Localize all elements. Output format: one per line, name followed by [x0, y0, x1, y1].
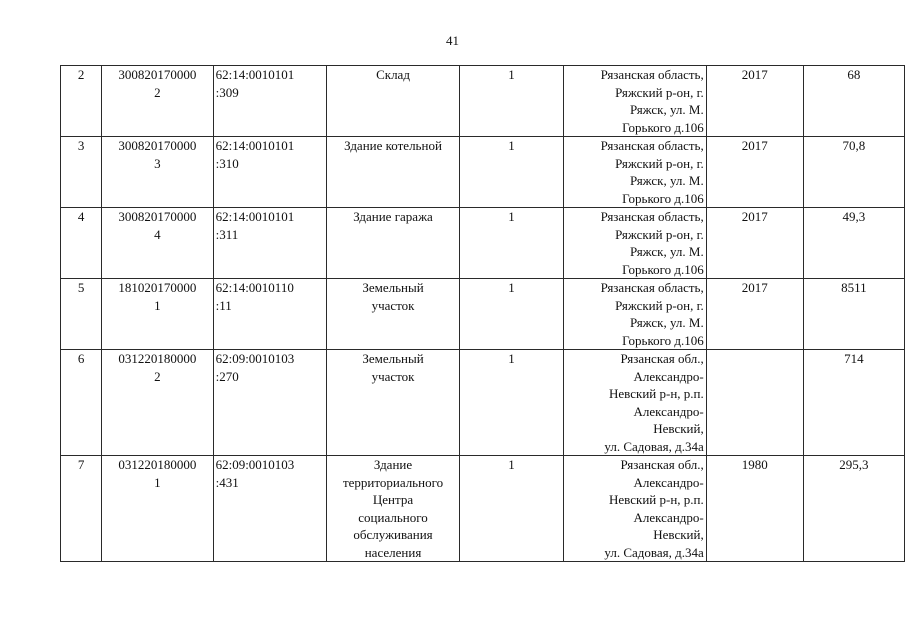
cadastral-number-cell: [213, 66, 326, 137]
table-row: [61, 208, 905, 279]
cell-text-line: ул. Садовая, д.34а: [604, 438, 704, 454]
cell-text-line: 1: [154, 474, 161, 490]
quantity-cell: 1: [460, 66, 564, 137]
cell-text-line: 62:09:0010103: [215, 351, 295, 366]
cell-text-line: 2: [154, 84, 161, 100]
cell-text-line: Рязанская область,: [600, 209, 704, 224]
registration-number-cell: [102, 279, 213, 350]
cell-text-line: участок: [371, 297, 415, 313]
cell-text-line: Горького д.106: [622, 190, 704, 206]
quantity-cell: 1: [460, 350, 564, 456]
cell-text-line: Горького д.106: [622, 332, 704, 348]
cell-text-line: участок: [371, 368, 415, 384]
cadastral-number-cell: [213, 208, 326, 279]
quantity-cell: 1: [460, 208, 564, 279]
property-registry-table: [60, 65, 905, 562]
address-cell: [563, 208, 706, 279]
cell-text-line: Рязанская область,: [600, 138, 704, 153]
object-name-cell: [326, 350, 459, 456]
cell-text-line: 1: [154, 297, 161, 313]
year-cell: 2017: [706, 137, 803, 208]
registration-number-cell: [102, 66, 213, 137]
cell-text-line: Александро-: [633, 509, 704, 525]
cell-text-line: Здание: [373, 457, 413, 472]
row-number-cell: 4: [61, 208, 102, 279]
row-number-cell: 7: [61, 456, 102, 562]
object-name-cell: [326, 208, 459, 279]
address-cell: [563, 137, 706, 208]
cell-text-line: :309: [215, 84, 239, 100]
cell-text-line: 181020170000: [118, 280, 197, 295]
year-cell: [706, 350, 803, 456]
address-cell: [563, 350, 706, 456]
table-row: [61, 279, 905, 350]
cell-text-line: 4: [154, 226, 161, 242]
cell-text-line: :310: [215, 155, 239, 171]
cell-text-line: Горького д.106: [622, 261, 704, 277]
cell-text-line: Ряжский р-он, г.: [615, 84, 704, 100]
cell-text-line: :431: [215, 474, 239, 490]
cell-text-line: Здание котельной: [344, 138, 442, 153]
cadastral-number-cell: [213, 350, 326, 456]
area-cell: 714: [803, 350, 904, 456]
cell-text-line: населения: [364, 544, 422, 560]
cell-text-line: Рязанская обл.,: [620, 457, 704, 472]
address-cell: [563, 456, 706, 562]
cell-text-line: Александро-: [633, 368, 704, 384]
year-cell: 2017: [706, 279, 803, 350]
cell-text-line: обслуживания: [353, 527, 433, 542]
cell-text-line: Рязанская обл.,: [620, 351, 704, 366]
row-number-cell: 2: [61, 66, 102, 137]
cell-text-line: 62:14:0010101: [215, 67, 295, 82]
year-cell: 1980: [706, 456, 803, 562]
cell-text-line: Невский р-н, р.п.: [609, 492, 704, 507]
object-name-cell: [326, 66, 459, 137]
cell-text-line: :311: [215, 226, 239, 242]
area-cell: 8511: [803, 279, 904, 350]
cell-text-line: Рязанская область,: [600, 67, 704, 82]
area-cell: 68: [803, 66, 904, 137]
cell-text-line: Рязанская область,: [600, 280, 704, 295]
cell-text-line: 300820170000: [118, 209, 197, 224]
year-cell: 2017: [706, 66, 803, 137]
cell-text-line: Центра: [372, 492, 414, 507]
table-row: [61, 66, 905, 137]
cell-text-line: Ряжск, ул. М.: [629, 102, 704, 117]
cell-text-line: социального: [358, 509, 428, 525]
cell-text-line: Ряжск, ул. М.: [629, 173, 704, 188]
registration-number-cell: [102, 208, 213, 279]
registration-number-cell: [102, 137, 213, 208]
cell-text-line: Земельный: [362, 351, 424, 366]
object-name-cell: [326, 279, 459, 350]
cell-text-line: ул. Садовая, д.34а: [604, 544, 704, 560]
cell-text-line: 3: [154, 155, 161, 171]
cell-text-line: Невский,: [653, 527, 704, 542]
object-name-cell: [326, 137, 459, 208]
table-row: [61, 456, 905, 562]
cell-text-line: Ряжский р-он, г.: [615, 297, 704, 313]
cell-text-line: 300820170000: [118, 67, 197, 82]
cell-text-line: 031220180000: [118, 351, 197, 366]
cadastral-number-cell: [213, 279, 326, 350]
table-row: [61, 137, 905, 208]
cell-text-line: Александро-: [633, 474, 704, 490]
cell-text-line: 62:14:0010101: [215, 138, 295, 153]
table-row: [61, 350, 905, 456]
cell-text-line: :270: [215, 368, 239, 384]
cell-text-line: 300820170000: [118, 138, 197, 153]
cell-text-line: Ряжский р-он, г.: [615, 155, 704, 171]
cell-text-line: Здание гаража: [353, 209, 433, 224]
cell-text-line: :11: [215, 297, 232, 313]
cadastral-number-cell: [213, 456, 326, 562]
cell-text-line: Горького д.106: [622, 119, 704, 135]
row-number-cell: 3: [61, 137, 102, 208]
quantity-cell: 1: [460, 279, 564, 350]
cell-text-line: 62:14:0010101: [215, 209, 295, 224]
year-cell: 2017: [706, 208, 803, 279]
registration-number-cell: [102, 350, 213, 456]
quantity-cell: 1: [460, 456, 564, 562]
cell-text-line: 031220180000: [118, 457, 197, 472]
area-cell: 295,3: [803, 456, 904, 562]
cell-text-line: территориального: [342, 474, 444, 490]
cell-text-line: Земельный: [362, 280, 424, 295]
address-cell: [563, 279, 706, 350]
table-body: [61, 66, 905, 562]
row-number-cell: 6: [61, 350, 102, 456]
cell-text-line: 2: [154, 368, 161, 384]
cell-text-line: Ряжск, ул. М.: [629, 244, 704, 259]
object-name-cell: [326, 456, 459, 562]
area-cell: 70,8: [803, 137, 904, 208]
cell-text-line: Ряжский р-он, г.: [615, 226, 704, 242]
page-number: 41: [446, 33, 459, 48]
cell-text-line: Александро-: [633, 403, 704, 419]
area-cell: 49,3: [803, 208, 904, 279]
cell-text-line: 62:14:0010110: [215, 280, 294, 295]
row-number-cell: 5: [61, 279, 102, 350]
cell-text-line: Невский р-н, р.п.: [609, 386, 704, 401]
quantity-cell: 1: [460, 137, 564, 208]
cell-text-line: 62:09:0010103: [215, 457, 295, 472]
cell-text-line: Невский,: [653, 421, 704, 436]
cell-text-line: Склад: [376, 67, 410, 82]
address-cell: [563, 66, 706, 137]
registration-number-cell: [102, 456, 213, 562]
cell-text-line: Ряжск, ул. М.: [629, 315, 704, 330]
cadastral-number-cell: [213, 137, 326, 208]
